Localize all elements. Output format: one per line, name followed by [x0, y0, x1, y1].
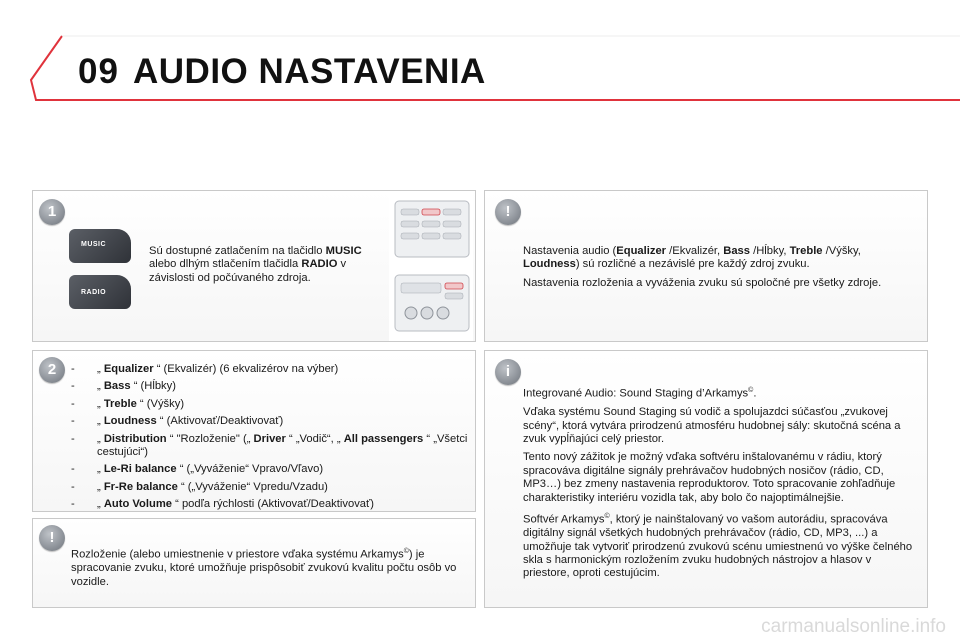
setting-text: „	[97, 463, 104, 476]
setting-name: Le-Ri balance	[103, 463, 177, 476]
list-dash: -	[71, 380, 75, 393]
setting-name: Bass	[103, 380, 131, 393]
panel5-p1-post: .	[753, 387, 757, 400]
panel5-p1-sup: ©	[748, 387, 754, 394]
setting-name: Distribution	[103, 432, 167, 445]
setting-name: Auto Volume	[103, 498, 173, 511]
panel4-p1-t2: /Hĺbky,	[750, 245, 790, 257]
list-dash: -	[71, 432, 75, 445]
panel-note-audio	[484, 190, 928, 342]
setting-text: “ („Vyváženie“ Vpredu/Vzadu)	[177, 480, 328, 493]
page-header	[0, 0, 960, 110]
panel1-text	[149, 245, 389, 285]
panel4-p1-t3: /Výšky,	[822, 245, 861, 257]
step-1-badge: 1	[39, 199, 65, 225]
panel5-paragraph-1	[523, 384, 918, 401]
panel3-text-pre: Rozloženie (alebo umiestnenie v priestore vďaka systému Arkamys	[71, 548, 404, 561]
panel4-p1-t4: ) sú rozličné a nezávislé pre každý zdroj zvuku.	[575, 258, 810, 271]
panel5-paragraph-2: Vďaka systému Sound Staging sú vodič a spolujazdci súčasťou „zvukovej scény“, ktorá vytvára prirodzenú atmosféru hudobnej sály: skutočná scéna a zvuk vypĺňajúci celý priestor.	[523, 406, 901, 445]
setting-text: “ "Rozloženie" („	[166, 432, 254, 445]
list-item	[71, 363, 471, 376]
setting-text: „	[97, 498, 104, 511]
panel4-p1-bass: Bass	[723, 245, 750, 257]
list-item	[71, 498, 471, 511]
panel3-text	[71, 545, 471, 589]
panel1-text-music: MUSIC	[325, 245, 362, 257]
setting-text: “ podľa rýchlosti (Aktivovať/Deaktivovať)	[172, 498, 374, 511]
panel4-p1-pre: Nastavenia audio (	[523, 245, 617, 257]
info-icon: i	[495, 359, 521, 385]
list-item-text	[97, 363, 471, 376]
panel1-text-radio: RADIO	[301, 258, 338, 271]
list-dash: -	[71, 463, 75, 476]
audio-settings-list	[71, 363, 471, 516]
setting-text: “ (Aktivovať/Deaktivovať)	[156, 415, 284, 428]
panel4-p1-t1: /Ekvalizér,	[666, 245, 724, 257]
list-item	[71, 380, 471, 393]
panel4-p1-equalizer: Equalizer	[616, 245, 667, 257]
panel3-text-post: ) je spracovanie zvuku, ktoré umožňuje prispôsobiť zvukovú kvalitu počtu osôb vo vozidle.	[71, 548, 457, 588]
setting-text: “ (Výšky)	[136, 397, 185, 410]
setting-name: Loudness	[103, 415, 157, 428]
setting-name: Treble	[103, 397, 137, 410]
page-title: AUDIO NASTAVENIA	[133, 52, 486, 91]
setting-text: „	[97, 397, 104, 410]
list-item-text	[97, 481, 471, 494]
panel-note-distribution	[32, 518, 476, 608]
panel5-p4-post: , ktorý je nainštalovaný vo vašom autorádiu, spracováva digitálny signál všetkých hudobných prehrávačov (rádio, CD, MP3, ...) a umožňuje tak vytvoriť prirodzenú zvukovú scénu umiestnenú vo výške čelného skla s harmonickým rozložením zvuku hudobných nástrojov a hlasov v priestore, oproti cestujúcim.	[523, 513, 913, 580]
setting-text: “ „Vodič“, „	[285, 432, 344, 445]
music-button-label: MUSIC	[81, 241, 107, 248]
list-dash: -	[71, 397, 75, 410]
list-item	[71, 481, 471, 494]
panel5-text	[523, 384, 918, 586]
panel1-text-pre: Sú dostupné zatlačením na tlačidlo	[149, 245, 326, 257]
warning-icon: !	[39, 525, 65, 551]
music-button-image	[69, 229, 131, 263]
list-item-text	[97, 433, 471, 460]
setting-name: Equalizer	[103, 363, 154, 375]
list-item-text	[97, 380, 471, 393]
list-dash: -	[71, 415, 75, 428]
setting-text: „	[97, 480, 104, 493]
chapter-number: 09	[78, 52, 119, 91]
list-item-text	[97, 398, 471, 411]
panel5-paragraph-3: Tento nový zážitok je možný vďaka softvéru inštalovanému v rádiu, ktorý spracováva digitálne signály prehrávačov hudobných nosičov (rádio, CD, MP3…) bez zmeny nastavenia reproduktorov. Toto spracovanie zohľadňuje charakteristiky interiéru vozidla tak, aby bolo čo najoptimálnejšie.	[523, 451, 896, 504]
panel4-paragraph-2: Nastavenia rozloženia a vyváženia zvuku sú spoločné pre všetky zdroje.	[523, 276, 882, 289]
list-item-text	[97, 498, 471, 511]
list-dash: -	[71, 480, 75, 493]
setting-text: “ (Hĺbky)	[130, 380, 176, 393]
list-item	[71, 463, 471, 476]
list-item-text	[97, 463, 471, 476]
panel3-sup: ©	[403, 548, 409, 555]
panel1-text-mid: alebo dlhým stlačením tlačidla	[149, 258, 302, 271]
panel4-p1-treble: Treble	[789, 245, 823, 257]
step-2-badge: 2	[39, 357, 65, 383]
panel-step-2	[32, 350, 476, 512]
watermark: carmanualsonline.info	[761, 616, 946, 637]
radio-button-image	[69, 275, 131, 309]
list-item	[71, 398, 471, 411]
panel4-p1-loudness: Loudness	[523, 258, 576, 271]
setting-name: Driver	[253, 432, 286, 445]
panel-step-1	[32, 190, 476, 342]
panel5-p4-pre: Softvér Arkamys	[523, 513, 605, 526]
setting-text: “ (Ekvalizér) (6 ekvalizérov na výber)	[153, 363, 339, 375]
list-item-text	[97, 415, 471, 428]
panel5-paragraph-4	[523, 510, 918, 581]
radio-console-illustration	[389, 191, 473, 341]
list-item	[71, 433, 471, 460]
list-item	[71, 415, 471, 428]
list-dash: -	[71, 363, 75, 375]
radio-button-label: RADIO	[81, 289, 107, 296]
setting-name: All passengers	[343, 432, 424, 445]
warning-icon: !	[495, 199, 521, 225]
panel5-p1-pre: Integrované Audio: Sound Staging d’Arkamys	[523, 387, 749, 400]
setting-text: “ („Vyváženie“ Vpravo/Vľavo)	[176, 463, 324, 476]
panel4-text	[523, 245, 918, 295]
panel4-paragraph-1	[523, 245, 918, 272]
panel1-text-post: v závislosti od počúvaného zdroja.	[149, 258, 347, 284]
setting-text: „	[97, 363, 104, 375]
setting-text: „	[97, 380, 104, 393]
panel5-p4-sup: ©	[604, 512, 610, 520]
list-dash: -	[71, 498, 75, 511]
setting-name: Fr-Re balance	[103, 480, 178, 493]
panel-info-arkamys	[484, 350, 928, 608]
setting-text: “ „Všetci cestujúci“)	[97, 432, 468, 459]
setting-text: „	[97, 415, 104, 428]
setting-text: „	[97, 432, 104, 445]
